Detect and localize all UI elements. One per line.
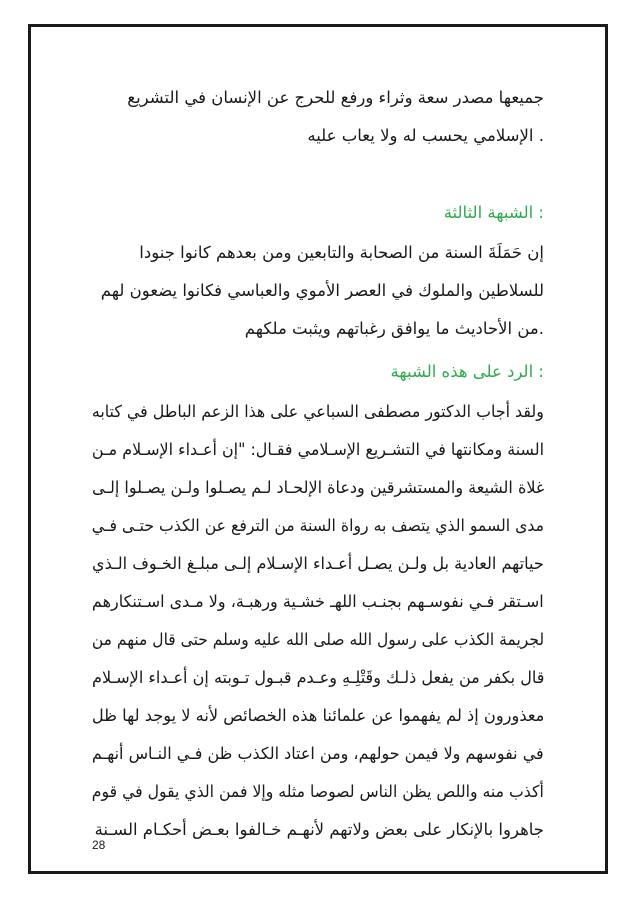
paragraph-3-line-2: السنة ومكانتها في التشـريع الإسـلامي فقـال: "إن أعـداء الإسـلام مـن [91, 440, 544, 459]
paragraph-3-line-10: في نفوسهم ولا فيمن حولهم، ومن اعتاد الكذب ظن فـي النـاس أنهـم [92, 744, 544, 763]
paragraph-2-line-3: من الأحاديث ما يوافق رغباتهم ويثبت ملكهم. [244, 319, 544, 338]
heading-reply: الرد على هذه الشبهة : [390, 362, 544, 381]
paragraph-3-line-8: قال بكفر من يفعل ذلـك وقَتْلِـهِ وعـدم قبـول تـوبته إن أعـداء الإسـلام [91, 668, 544, 687]
paragraph-3-line-9: معذورون إذ لم يفهموا عن علمائنا هذه الخصائص لأنه لا يوجد لها ظل [91, 706, 544, 725]
paragraph-3-line-1: ولقد أجاب الدكتور مصطفى السباعي على هذا الزعم الباطل في كتابه [91, 402, 544, 421]
paragraph-1-line-2: الإسلامي يحسب له ولا يعاب عليه . [307, 126, 544, 145]
paragraph-3-line-7: لجريمة الكذب على رسول الله صلى الله عليه وسلم حتى قال منهم من [91, 630, 544, 649]
paragraph-3-line-4: مدى السمو الذي يتصف به رواة السنة من الترفع عن الكذب حتـى فـي [91, 516, 544, 535]
paragraph-2-line-2: للسلاطين والملوك في العصر الأموي والعباسي فكانوا يضعون لهم [100, 281, 544, 300]
paragraph-3-line-3: غلاة الشيعة والمستشرقين ودعاة الإلحـاد لـم يصـلوا ولـن يصـلوا إلـى [91, 478, 544, 497]
paragraph-3-line-6: اسـتقر فـي نفوسـهم بجنـب اللهـ خشـية ورهبـة، ولا مـدى اسـتنكارهم [92, 592, 544, 611]
paragraph-3-line-12: جاهروا بالإنكار على بعض ولاتهم لأنهـم خـالفوا بعـض أحكـام السـنة [94, 820, 544, 839]
paragraph-3-line-11: أكذب منه واللص يظن الناس لصوصا مثله وإلا فمن الذي يقول في قوم [91, 782, 544, 801]
paragraph-1-line-1: جميعها مصدر سعة وثراء ورفع للحرج عن الإنسان في التشريع [127, 88, 544, 107]
paragraph-2-line-1: إن حَمَلَةَ السنة من الصحابة والتابعين ومن بعدهم كانوا جنودا [139, 243, 544, 262]
heading-third-doubt: الشبهة الثالثة : [443, 203, 544, 222]
page-number: 28 [92, 838, 106, 852]
paragraph-3-line-5: حياتهم العادية بل ولـن يصـل أعـداء الإسـلام إلـى مبلـغ الخـوف الـذي [92, 554, 544, 573]
